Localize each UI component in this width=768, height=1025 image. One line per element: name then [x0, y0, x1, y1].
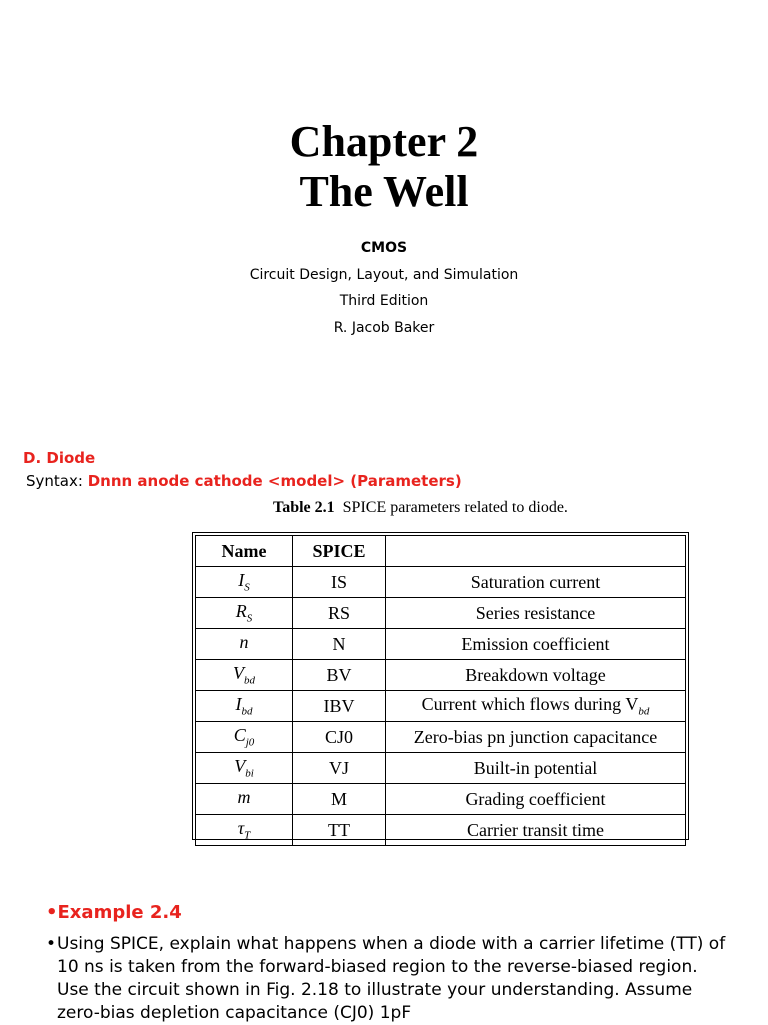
param-description: Saturation current: [386, 567, 686, 598]
table-caption-label: Table 2.1: [273, 499, 335, 516]
param-symbol: $I_S$: [196, 567, 293, 598]
syntax-line: [26, 472, 462, 490]
param-symbol: $I_{bd}$: [196, 691, 293, 722]
param-description: Grading coefficient: [386, 784, 686, 815]
table-caption-text: SPICE parameters related to diode.: [342, 499, 568, 516]
table-caption: [273, 499, 568, 517]
param-symbol: n: [196, 629, 293, 660]
table-row: [196, 784, 686, 815]
param-symbol: $V_{bd}$: [196, 660, 293, 691]
param-symbol: $R_S$: [196, 598, 293, 629]
spice-parameter: TT: [293, 815, 386, 846]
spice-parameter: N: [293, 629, 386, 660]
spice-parameter: RS: [293, 598, 386, 629]
title-slide: [0, 0, 768, 400]
param-symbol: $C_{j0}$: [196, 722, 293, 753]
book-author: R. Jacob Baker: [333, 320, 435, 336]
spice-parameter: IBV: [293, 691, 386, 722]
book-name: CMOS: [360, 240, 408, 256]
example-line: zero-bias depletion capacitance (CJ0) 1pF: [57, 1003, 412, 1023]
param-symbol: m: [196, 784, 293, 815]
table-row: [196, 691, 686, 722]
table-row: [196, 660, 686, 691]
example-bullet: •: [46, 902, 58, 923]
table-row: [196, 629, 686, 660]
table-row: [196, 815, 686, 846]
param-description: Emission coefficient: [386, 629, 686, 660]
param-description: Current which flows during $V_{bd}$: [386, 691, 686, 722]
chapter-title: Chapter 2: [289, 117, 479, 166]
param-description: Built-in potential: [386, 753, 686, 784]
example-line: 10 ns is taken from the forward-biased region to the reverse-biased region.: [57, 957, 698, 977]
header-name: Name: [196, 536, 293, 567]
spice-parameter: IS: [293, 567, 386, 598]
param-description: Breakdown voltage: [386, 660, 686, 691]
table-row: [196, 722, 686, 753]
example-title: [46, 902, 182, 923]
table-row: [196, 567, 686, 598]
table-row: [196, 753, 686, 784]
example-line: Use the circuit shown in Fig. 2.18 to illustrate your understanding. Assume: [57, 980, 693, 1000]
spice-parameter: VJ: [293, 753, 386, 784]
book-edition: Third Edition: [339, 293, 429, 309]
header-description: [386, 536, 686, 567]
example-body-bullet: •: [46, 934, 57, 954]
syntax-label: Syntax:: [26, 472, 88, 490]
spice-parameter: M: [293, 784, 386, 815]
table-row: [196, 598, 686, 629]
spice-parameter: CJ0: [293, 722, 386, 753]
example-body: [46, 933, 746, 1025]
chapter-subtitle: The Well: [299, 167, 469, 216]
spice-parameter-table: [192, 532, 689, 840]
header-spice: SPICE: [293, 536, 386, 567]
table-header-row: [196, 536, 686, 567]
param-description: Zero-bias pn junction capacitance: [386, 722, 686, 753]
syntax-command: Dnnn anode cathode <model> (Parameters): [87, 472, 462, 490]
example-line: •Using SPICE, explain what happens when a diode with a carrier lifetime (TT) of: [46, 934, 726, 954]
param-symbol: $V_{bi}$: [196, 753, 293, 784]
param-description: Carrier transit time: [386, 815, 686, 846]
book-subtitle: Circuit Design, Layout, and Simulation: [249, 267, 519, 283]
example-title-text: Example 2.4: [57, 902, 182, 923]
spice-parameter: BV: [293, 660, 386, 691]
param-description: Series resistance: [386, 598, 686, 629]
param-symbol: $\tau_T$: [196, 815, 293, 846]
section-heading: D. Diode: [23, 449, 96, 467]
